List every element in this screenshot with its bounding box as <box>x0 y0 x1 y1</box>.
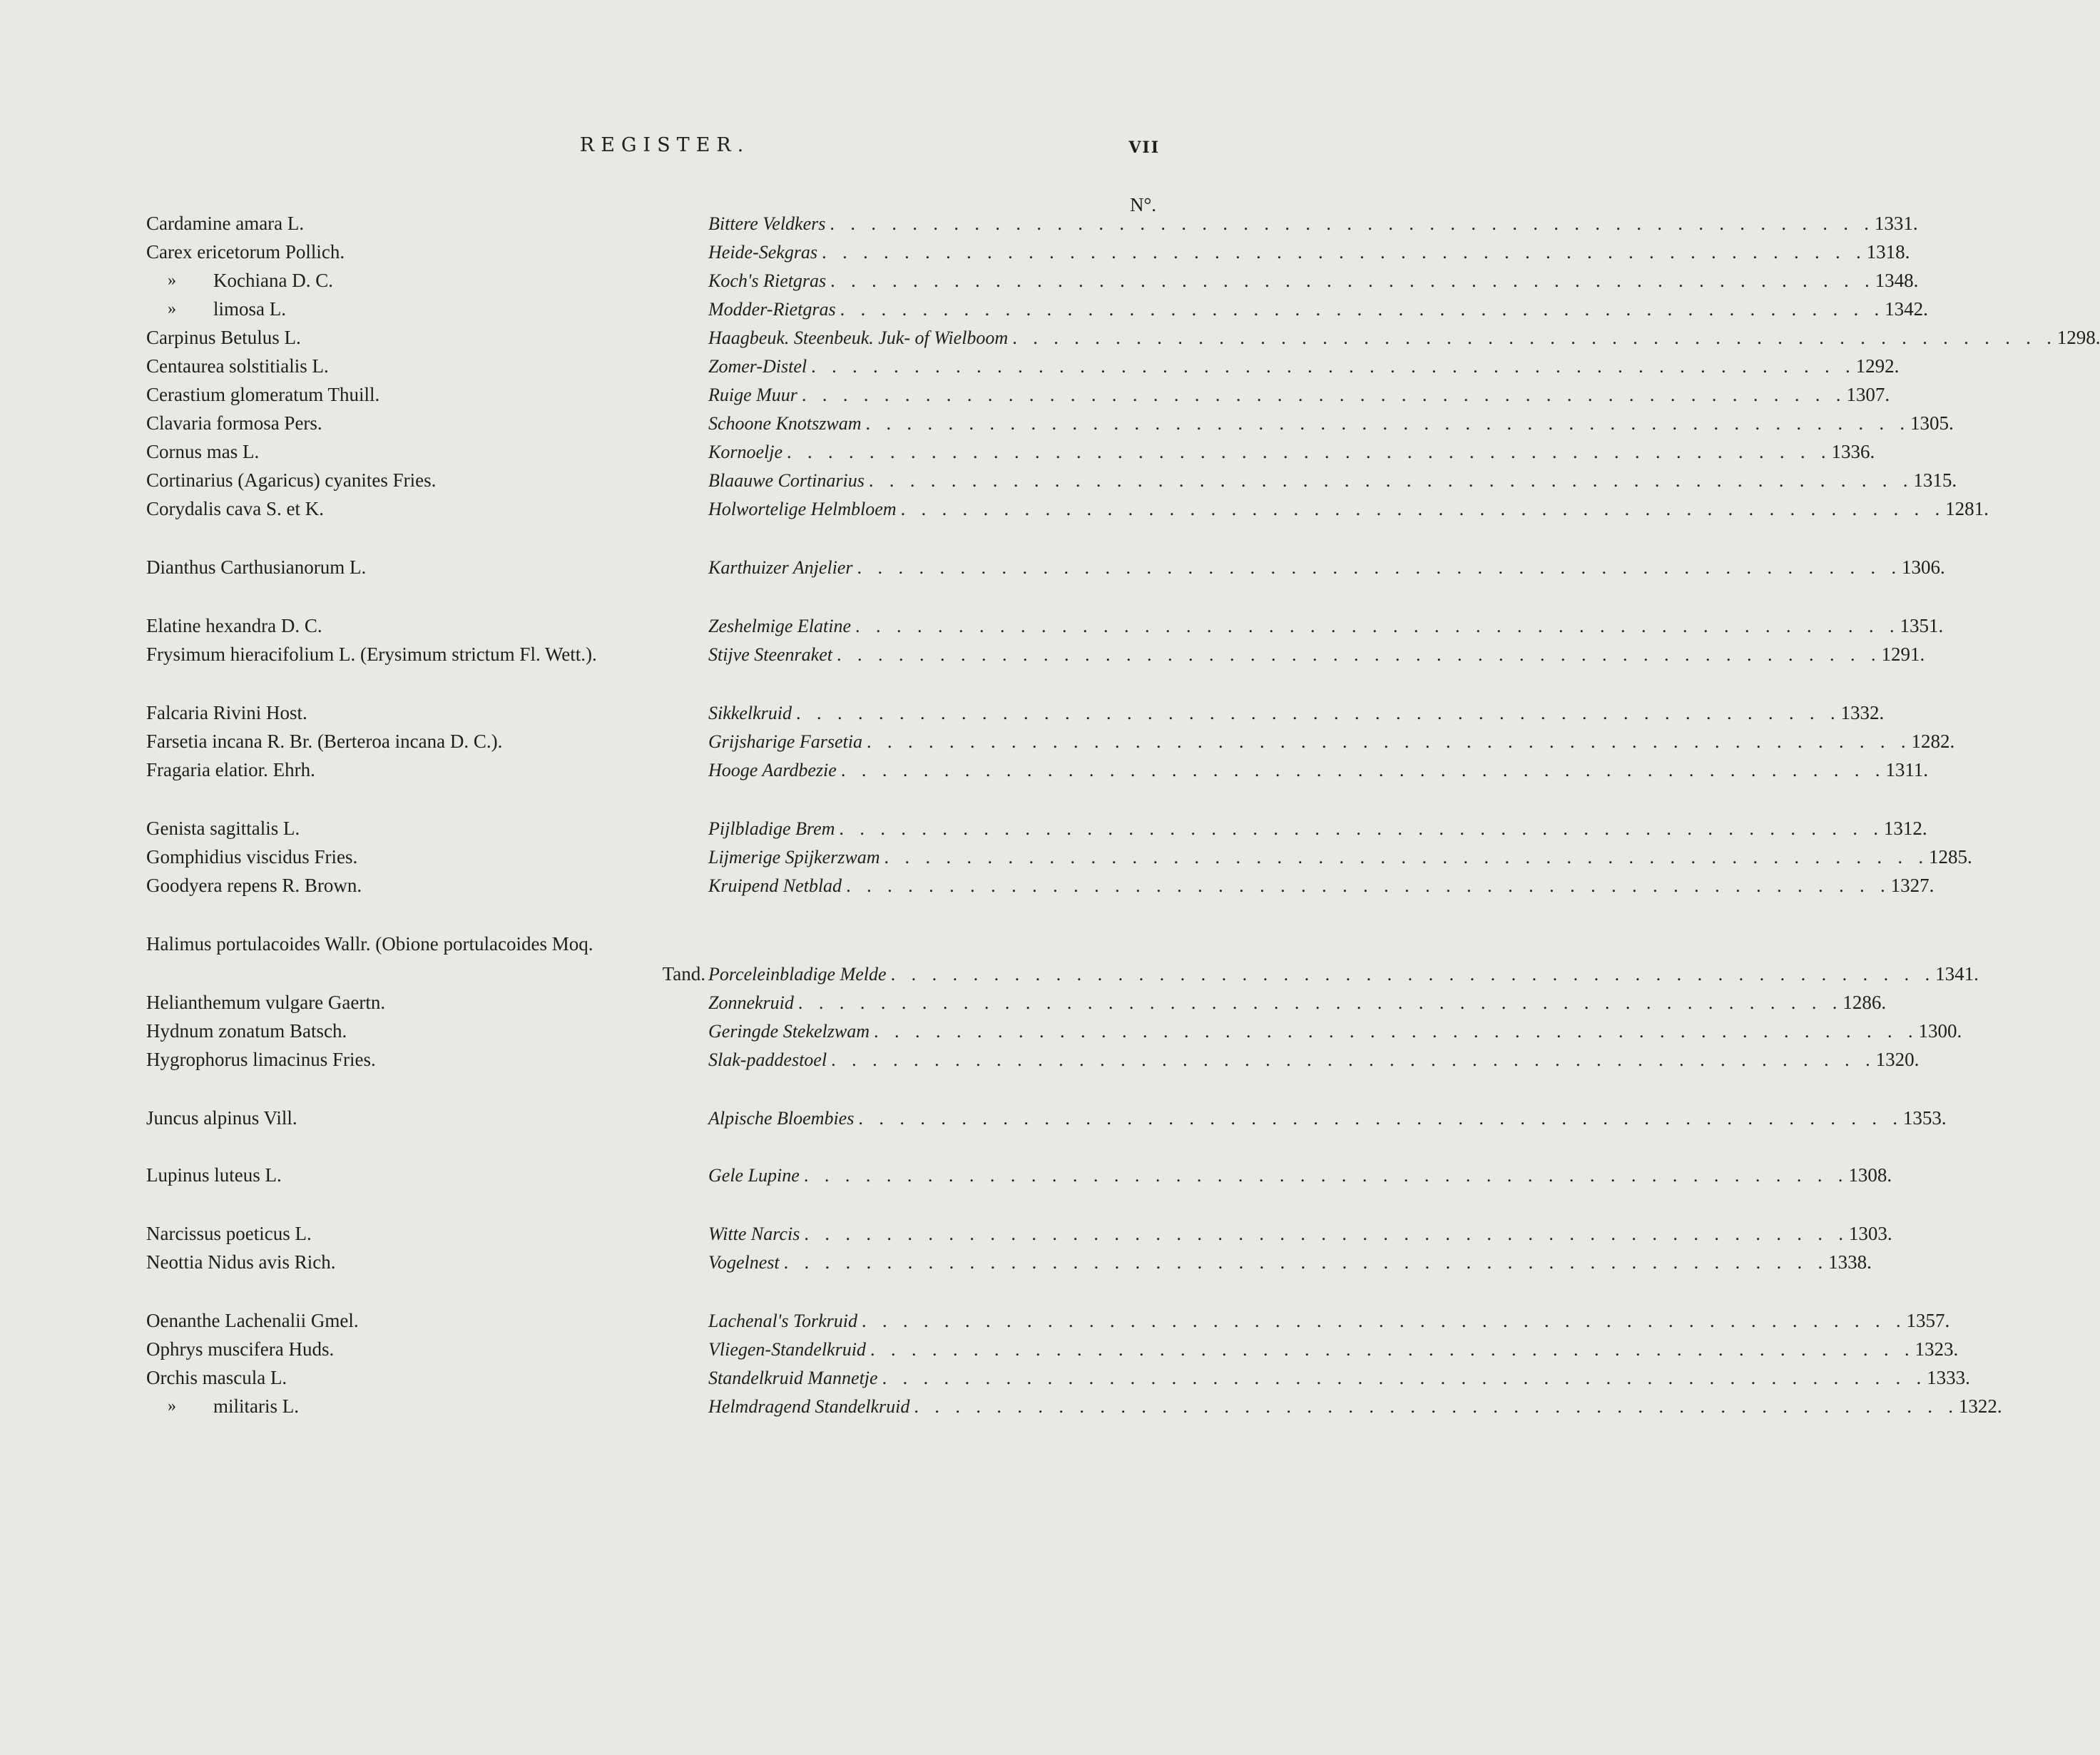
dutch-entry <box>708 1164 1892 1193</box>
dutch-entry <box>708 1395 2002 1424</box>
entry-number: 1308. <box>1848 1164 1892 1186</box>
dot-leader: . . . . . . . . . . . . . . . . . . . . . . . . . . . . . . . . . . . . . . . . . . . . . . . . . . . <box>830 270 1875 291</box>
register-entry <box>146 933 1156 962</box>
entry-number: 1285. <box>1929 846 1972 868</box>
register-entry <box>146 412 1954 441</box>
dutch-entry <box>708 498 1989 526</box>
dot-leader: . . . . . . . . . . . . . . . . . . . . . . . . . . . . . . . . . . . . . . . . . . . . . . . . . . . <box>900 499 1946 519</box>
entry-number: 1338. <box>1828 1251 1872 1273</box>
author-continuation: Tand. <box>662 963 705 985</box>
dot-leader: . . . . . . . . . . . . . . . . . . . . . . . . . . . . . . . . . . . . . . . . . . . . . . . . . . . <box>830 213 1875 234</box>
dutch-name: Kruipend Netblad <box>708 875 842 896</box>
entry-number: 1336. <box>1831 441 1875 462</box>
latin-name: Halimus portulacoides Wallr. (Obione portulacoides Moq. <box>146 933 593 955</box>
register-entry <box>146 644 1925 672</box>
dot-leader: . . . . . . . . . . . . . . . . . . . . . . . . . . . . . . . . . . . . . . . . . . . . . . . . . . . <box>914 1396 1959 1417</box>
register-entry <box>146 731 1955 759</box>
register-entry-continuation <box>146 963 1979 992</box>
dutch-name: Holwortelige Helmbloem <box>708 499 897 519</box>
register-entry <box>146 1367 1970 1395</box>
latin-name: Dianthus Carthusianorum L. <box>146 556 367 578</box>
register-entry <box>146 759 1929 788</box>
dot-leader: . . . . . . . . . . . . . . . . . . . . . . . . . . . . . . . . . . . . . . . . . . . . . . . . . . . <box>840 760 1886 780</box>
register-entry <box>146 498 1989 526</box>
latin-name: Genista sagittalis L. <box>146 818 300 839</box>
entry-number: 1307. <box>1846 384 1890 405</box>
latin-name: Carpinus Betulus L. <box>146 327 301 348</box>
register-entry <box>146 1049 1920 1077</box>
register-entry <box>146 384 1890 412</box>
dutch-entry <box>708 1367 1970 1395</box>
register-entry <box>146 1338 1959 1367</box>
register-entry <box>146 1020 1962 1049</box>
entry-number: 1282. <box>1911 731 1955 752</box>
dutch-entry <box>708 213 1918 241</box>
latin-name: Hydnum zonatum Batsch. <box>146 1020 347 1042</box>
ditto-mark: » <box>168 1397 176 1415</box>
dot-leader: . . . . . . . . . . . . . . . . . . . . . . . . . . . . . . . . . . . . . . . . . . . . . . . . . . . <box>846 875 1891 896</box>
dutch-name: Vliegen-Standelkruid <box>708 1339 866 1360</box>
register-entry <box>146 355 1900 384</box>
latin-name: Goodyera repens R. Brown. <box>146 875 362 896</box>
register-entry <box>146 556 1945 585</box>
dutch-entry <box>708 1107 1947 1136</box>
dot-leader: . . . . . . . . . . . . . . . . . . . . . . . . . . . . . . . . . . . . . . . . . . . . . . . . . . . <box>884 847 1929 868</box>
latin-name: Frysimum hieracifolium L. (Erysimum strictum Fl. Wett.). <box>146 644 597 665</box>
dot-leader: . . . . . . . . . . . . . . . . . . . . . . . . . . . . . . . . . . . . . . . . . . . . . . . . . . . <box>822 242 1867 263</box>
dutch-entry <box>708 731 1955 759</box>
dutch-name: Zomer-Distel <box>708 356 807 377</box>
dutch-entry <box>708 412 1954 441</box>
entry-number: 1306. <box>1901 556 1945 578</box>
latin-name: Clavaria formosa Pers. <box>146 412 322 434</box>
dutch-name: Ruige Muur <box>708 385 797 405</box>
register-entry <box>146 241 1910 270</box>
dutch-name: Schoone Knotszwam <box>708 413 862 434</box>
dutch-name: Porceleinbladige Melde <box>708 964 887 985</box>
dutch-name: Kornoelje <box>708 442 783 462</box>
dutch-entry <box>708 1310 1950 1338</box>
latin-name: limosa L. <box>213 298 286 320</box>
dutch-entry <box>708 469 1957 498</box>
dot-leader: . . . . . . . . . . . . . . . . . . . . . . . . . . . . . . . . . . . . . . . . . . . . . . . . . . . <box>870 1339 1915 1360</box>
dot-leader: . . . . . . . . . . . . . . . . . . . . . . . . . . . . . . . . . . . . . . . . . . . . . . . . . . . <box>882 1368 1927 1388</box>
dutch-entry <box>708 818 1927 846</box>
dutch-entry <box>708 615 1944 644</box>
dutch-entry <box>708 355 1900 384</box>
dot-leader: . . . . . . . . . . . . . . . . . . . . . . . . . . . . . . . . . . . . . . . . . . . . . . . . . . . <box>890 964 1936 985</box>
dutch-entry <box>708 992 1887 1020</box>
entry-number: 1311. <box>1885 759 1929 780</box>
dot-leader: . . . . . . . . . . . . . . . . . . . . . . . . . . . . . . . . . . . . . . . . . . . . . . . . . . . <box>839 818 1884 839</box>
entry-number: 1312. <box>1883 818 1927 839</box>
dutch-name: Grijsharige Farsetia <box>708 731 862 752</box>
dutch-entry <box>708 441 1875 469</box>
dot-leader: . . . . . . . . . . . . . . . . . . . . . . . . . . . . . . . . . . . . . . . . . . . . . . . . . . . <box>803 1165 1849 1186</box>
dutch-name: Lijmerige Spijkerzwam <box>708 847 880 868</box>
dutch-entry <box>708 875 1935 903</box>
dutch-entry <box>708 644 1925 672</box>
register-entry <box>146 298 1928 327</box>
dot-leader: . . . . . . . . . . . . . . . . . . . . . . . . . . . . . . . . . . . . . . . . . . . . . . . . . . . <box>857 557 1902 578</box>
dutch-entry <box>708 1338 1959 1367</box>
entry-number: 1320. <box>1875 1049 1920 1070</box>
latin-name: Farsetia incana R. Br. (Berteroa incana D. C.). <box>146 731 503 752</box>
register-entry <box>146 441 1875 469</box>
dot-leader: . . . . . . . . . . . . . . . . . . . . . . . . . . . . . . . . . . . . . . . . . . . . . . . . . . . <box>840 299 1885 320</box>
dutch-entry <box>708 270 1919 298</box>
dutch-entry <box>708 1049 1920 1077</box>
dutch-name: Karthuizer Anjelier <box>708 557 853 578</box>
latin-name: Cornus mas L. <box>146 441 260 462</box>
dutch-entry <box>708 963 1979 992</box>
entry-number: 1351. <box>1900 615 1944 636</box>
dot-leader: . . . . . . . . . . . . . . . . . . . . . . . . . . . . . . . . . . . . . . . . . . . . . . . . . . . <box>836 644 1882 665</box>
dot-leader: . . . . . . . . . . . . . . . . . . . . . . . . . . . . . . . . . . . . . . . . . . . . . . . . . . . <box>831 1049 1876 1070</box>
dot-leader: . . . . . . . . . . . . . . . . . . . . . . . . . . . . . . . . . . . . . . . . . . . . . . . . . . . <box>874 1021 1919 1042</box>
entry-number: 1357. <box>1906 1310 1950 1331</box>
page-title: REGISTER. <box>579 134 750 156</box>
dutch-name: Vogelnest <box>708 1252 780 1273</box>
dutch-name: Geringde Stekelzwam <box>708 1021 870 1042</box>
entry-number: 1298. <box>2056 327 2100 348</box>
entry-number: 1303. <box>1848 1223 1892 1244</box>
dutch-entry <box>708 1251 1872 1280</box>
latin-name: Cardamine amara L. <box>146 213 305 234</box>
dutch-entry <box>708 702 1885 731</box>
latin-name: Helianthemum vulgare Gaertn. <box>146 992 386 1013</box>
dutch-entry <box>708 1020 1962 1049</box>
register-entry <box>146 818 1927 846</box>
dot-leader: . . . . . . . . . . . . . . . . . . . . . . . . . . . . . . . . . . . . . . . . . . . . . . . . . . . <box>868 470 1914 491</box>
latin-name: Centaurea solstitialis L. <box>146 355 329 377</box>
register-entry <box>146 992 1887 1020</box>
latin-name: Corydalis cava S. et K. <box>146 498 324 519</box>
dutch-name: Alpische Bloembies <box>708 1108 855 1129</box>
latin-name: militaris L. <box>213 1395 299 1417</box>
dot-leader: . . . . . . . . . . . . . . . . . . . . . . . . . . . . . . . . . . . . . . . . . . . . . . . . . . . <box>795 703 1841 723</box>
latin-name: Juncus alpinus Vill. <box>146 1107 297 1129</box>
dutch-name: Blaauwe Cortinarius <box>708 470 865 491</box>
page-header <box>0 134 1330 163</box>
register-entry <box>146 1251 1872 1280</box>
register-entry <box>146 213 1918 241</box>
dutch-entry <box>708 759 1929 788</box>
entry-number: 1286. <box>1842 992 1887 1013</box>
entry-number: 1332. <box>1840 702 1885 723</box>
dutch-entry <box>708 241 1910 270</box>
dutch-name: Heide-Sekgras <box>708 242 818 263</box>
entry-number: 1315. <box>1913 469 1957 491</box>
dutch-name: Hooge Aardbezie <box>708 760 837 780</box>
dutch-name: Modder-Rietgras <box>708 299 836 320</box>
dutch-name: Bittere Veldkers <box>708 213 826 234</box>
register-entry <box>146 702 1885 731</box>
register-entry <box>146 615 1944 644</box>
dutch-entry <box>708 327 2100 355</box>
latin-name: Oenanthe Lachenalii Gmel. <box>146 1310 359 1331</box>
latin-name: Falcaria Rivini Host. <box>146 702 307 723</box>
latin-name: Neottia Nidus avis Rich. <box>146 1251 336 1273</box>
dutch-name: Lachenal's Torkruid <box>708 1311 858 1331</box>
latin-name: Ophrys muscifera Huds. <box>146 1338 335 1360</box>
register-entry <box>146 1164 1892 1193</box>
dot-leader: . . . . . . . . . . . . . . . . . . . . . . . . . . . . . . . . . . . . . . . . . . . . . . . . . . . <box>801 385 1847 405</box>
ditto-mark: » <box>168 300 176 318</box>
dot-leader: . . . . . . . . . . . . . . . . . . . . . . . . . . . . . . . . . . . . . . . . . . . . . . . . . . . <box>787 442 1832 462</box>
register-entry <box>146 875 1935 903</box>
dot-leader: . . . . . . . . . . . . . . . . . . . . . . . . . . . . . . . . . . . . . . . . . . . . . . . . . . . <box>855 616 1900 636</box>
latin-name: Lupinus luteus L. <box>146 1164 282 1186</box>
entry-number: 1291. <box>1881 644 1925 665</box>
entry-number: 1331. <box>1874 213 1918 234</box>
entry-number: 1322. <box>1958 1395 2002 1417</box>
entry-number: 1281. <box>1945 498 1989 519</box>
dot-leader: . . . . . . . . . . . . . . . . . . . . . . . . . . . . . . . . . . . . . . . . . . . . . . . . . . . <box>804 1224 1849 1244</box>
dot-leader: . . . . . . . . . . . . . . . . . . . . . . . . . . . . . . . . . . . . . . . . . . . . . . . . . . . <box>858 1108 1903 1129</box>
dutch-name: Sikkelkruid <box>708 703 792 723</box>
latin-name: Hygrophorus limacinus Fries. <box>146 1049 376 1070</box>
dutch-name: Pijlbladige Brem <box>708 818 835 839</box>
dutch-name: Stijve Steenraket <box>708 644 832 665</box>
dutch-name: Witte Narcis <box>708 1224 800 1244</box>
entry-number: 1341. <box>1935 963 1979 985</box>
entry-number: 1318. <box>1866 241 1910 263</box>
latin-name: Orchis mascula L. <box>146 1367 287 1388</box>
dutch-name: Zonnekruid <box>708 992 794 1013</box>
latin-name: Narcissus poeticus L. <box>146 1223 312 1244</box>
dutch-entry <box>708 846 1972 875</box>
latin-name: Cortinarius (Agaricus) cyanites Fries. <box>146 469 437 491</box>
dutch-entry <box>708 556 1945 585</box>
dot-leader: . . . . . . . . . . . . . . . . . . . . . . . . . . . . . . . . . . . . . . . . . . . . . . . . . . . <box>862 1311 1907 1331</box>
dot-leader: . . . . . . . . . . . . . . . . . . . . . . . . . . . . . . . . . . . . . . . . . . . . . . . . . . . <box>865 413 1910 434</box>
register-entry <box>146 846 1972 875</box>
dutch-name: Koch's Rietgras <box>708 270 827 291</box>
register-entry <box>146 1395 2002 1424</box>
dutch-name: Helmdragend Standelkruid <box>708 1396 910 1417</box>
dutch-name: Zeshelmige Elatine <box>708 616 852 636</box>
entry-number: 1327. <box>1890 875 1935 896</box>
dot-leader: . . . . . . . . . . . . . . . . . . . . . . . . . . . . . . . . . . . . . . . . . . . . . . . . . . . <box>783 1252 1829 1273</box>
latin-name: Fragaria elatior. Ehrh. <box>146 759 315 780</box>
page-number: VII <box>1128 138 1160 157</box>
register-entry <box>146 327 2100 355</box>
register-entry <box>146 469 1957 498</box>
dutch-name: Slak-paddestoel <box>708 1049 827 1070</box>
dutch-name: Gele Lupine <box>708 1165 800 1186</box>
entry-number: 1323. <box>1915 1338 1959 1360</box>
dot-leader: . . . . . . . . . . . . . . . . . . . . . . . . . . . . . . . . . . . . . . . . . . . . . . . . . . . <box>797 992 1843 1013</box>
dutch-entry <box>708 298 1928 327</box>
dot-leader: . . . . . . . . . . . . . . . . . . . . . . . . . . . . . . . . . . . . . . . . . . . . . . . . . . . <box>866 731 1912 752</box>
entry-number: 1300. <box>1918 1020 1962 1042</box>
latin-name: Gomphidius viscidus Fries. <box>146 846 358 868</box>
dutch-name: Standelkruid Mannetje <box>708 1368 878 1388</box>
latin-name: Kochiana D. C. <box>213 270 333 291</box>
entry-number: 1305. <box>1910 412 1954 434</box>
register-entry <box>146 1310 1950 1338</box>
register-entry <box>146 1223 1892 1251</box>
latin-name: Cerastium glomeratum Thuill. <box>146 384 380 405</box>
entry-number: 1348. <box>1875 270 1919 291</box>
dot-leader: . . . . . . . . . . . . . . . . . . . . . . . . . . . . . . . . . . . . . . . . . . . . . . . . . . . <box>1012 327 2057 348</box>
entry-number: 1333. <box>1927 1367 1970 1388</box>
entry-number: 1292. <box>1855 355 1900 377</box>
latin-name: Carex ericetorum Pollich. <box>146 241 345 263</box>
entry-number: 1353. <box>1902 1107 1947 1129</box>
dot-leader: . . . . . . . . . . . . . . . . . . . . . . . . . . . . . . . . . . . . . . . . . . . . . . . . . . . <box>811 356 1856 377</box>
register-entry <box>146 270 1919 298</box>
entry-number: 1342. <box>1885 298 1928 320</box>
dutch-entry <box>708 384 1890 412</box>
dutch-entry <box>708 1223 1892 1251</box>
latin-name: Elatine hexandra D. C. <box>146 615 322 636</box>
ditto-mark: » <box>168 271 176 290</box>
dutch-name: Haagbeuk. Steenbeuk. Juk- of Wielboom <box>708 327 1009 348</box>
number-column-header: N°. <box>1129 194 1156 215</box>
register-entry <box>146 1107 1947 1136</box>
